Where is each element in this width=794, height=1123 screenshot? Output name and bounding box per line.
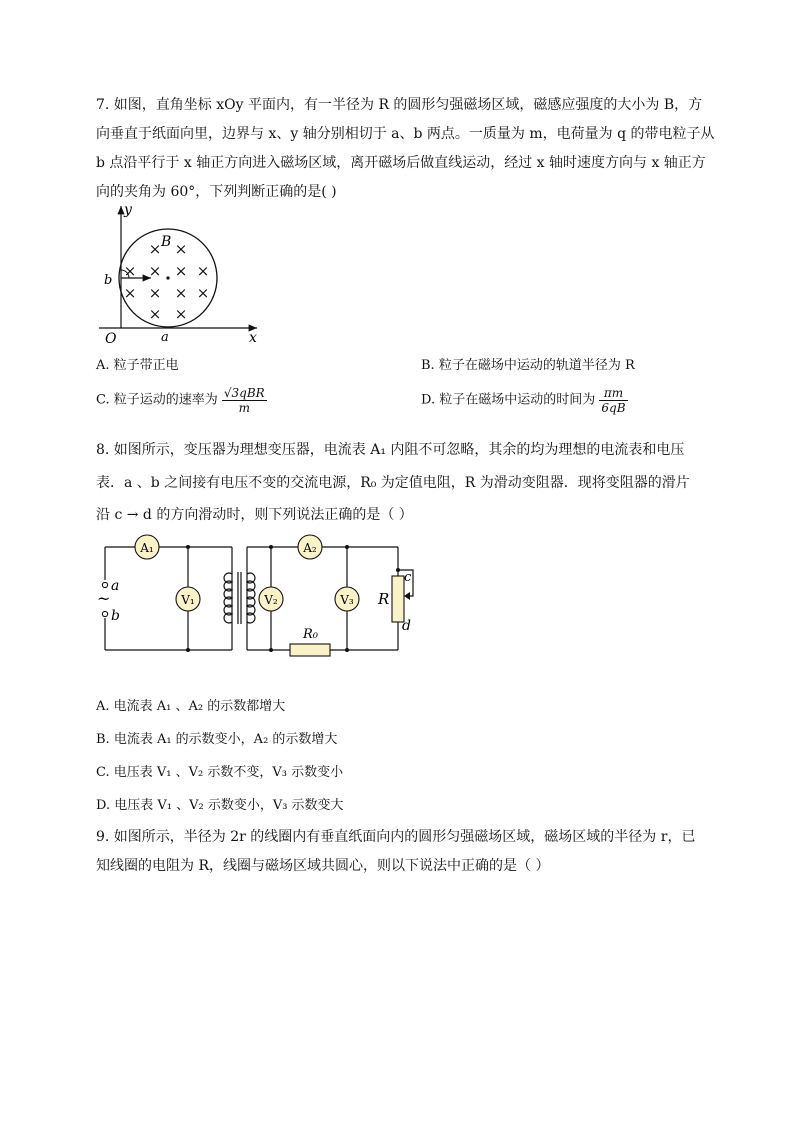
a1-label: A₁ bbox=[140, 541, 154, 555]
cross-mark: × bbox=[148, 262, 162, 280]
q7-option-a: A. 粒子带正电 bbox=[96, 358, 179, 373]
cross-mark: × bbox=[174, 284, 188, 302]
q7-figure bbox=[95, 198, 270, 348]
v2-label: V₂ bbox=[264, 593, 278, 607]
B-label: B bbox=[161, 234, 172, 250]
terminal-a-label: a bbox=[111, 578, 120, 594]
resistor-r0 bbox=[290, 644, 330, 656]
fraction-numerator: √3qBR bbox=[223, 386, 265, 400]
ac-source-symbol: ~ bbox=[97, 589, 111, 608]
y-label: y bbox=[124, 202, 132, 218]
cross-mark: × bbox=[148, 284, 162, 302]
q7-line-3: b 点沿平行于 x 轴正方向进入磁场区域，离开磁场后做直线运动，经过 x 轴时速度方向与 x 轴正方 bbox=[96, 155, 706, 171]
q7-line-2: 向垂直于纸面向里，边界与 x、y 轴分别相切于 a、b 两点。一质量为 m，电荷量为 q 的带电粒子从 bbox=[96, 126, 715, 142]
q7-line-4: 向的夹角为 60°，下列判断正确的是( ) bbox=[96, 184, 337, 200]
q7-option-d-text: D. 粒子在磁场中运动的时间为 bbox=[421, 392, 596, 408]
a2-label: A₂ bbox=[303, 541, 317, 555]
c-label: c bbox=[404, 570, 412, 585]
origin-label: O bbox=[105, 331, 117, 347]
q7-line-1: 7. 如图，直角坐标 xOy 平面内，有一半径为 R 的圆形匀强磁场区域，磁感应强度的大小为 B，方 bbox=[96, 97, 703, 113]
q7-option-c bbox=[96, 386, 267, 426]
terminal-b-label: b bbox=[111, 608, 120, 624]
cross-mark: × bbox=[174, 262, 188, 280]
q8-option-c: C. 电压表 V₁ 、V₂ 示数不变，V₃ 示数变小 bbox=[96, 765, 344, 780]
x-label: x bbox=[249, 330, 257, 346]
fraction-numerator: πm bbox=[599, 386, 627, 401]
cross-mark: × bbox=[123, 262, 137, 280]
rheostat-r bbox=[392, 576, 404, 622]
r0-label: R₀ bbox=[303, 627, 318, 642]
cross-mark: × bbox=[196, 262, 210, 280]
fraction-denominator: 6qB bbox=[601, 401, 626, 415]
q8-circuit-figure bbox=[95, 530, 425, 665]
q7-option-c-text: C. 粒子运动的速率为 bbox=[96, 392, 218, 408]
v1-label: V₁ bbox=[181, 593, 195, 607]
b-label: b bbox=[104, 273, 113, 288]
cross-mark: × bbox=[174, 305, 188, 323]
cross-mark: × bbox=[174, 240, 188, 258]
cross-mark: × bbox=[148, 240, 162, 258]
a-label: a bbox=[161, 330, 169, 345]
v3-label: V₃ bbox=[340, 593, 354, 607]
q7-option-b: B. 粒子在磁场中运动的轨道半径为 R bbox=[421, 358, 635, 373]
q8-line-3: 沿 c → d 的方向滑动时，则下列说法正确的是（ ） bbox=[96, 507, 413, 523]
q7-option-c-fraction bbox=[222, 386, 267, 415]
r-label: R bbox=[378, 590, 390, 608]
cross-mark: × bbox=[123, 284, 137, 302]
q9-line-1: 9. 如图所示，半径为 2r 的线圈内有垂直纸面向内的圆形匀强磁场区域，磁场区域的半径为 r，已 bbox=[96, 829, 696, 845]
d-label: d bbox=[402, 618, 411, 634]
q8-option-b: B. 电流表 A₁ 的示数变小，A₂ 的示数增大 bbox=[96, 732, 338, 747]
cross-mark: × bbox=[148, 305, 162, 323]
q8-line-1: 8. 如图所示，变压器为理想变压器，电流表 A₁ 内阻不可忽略，其余的均为理想的电流表和电压 bbox=[96, 442, 685, 458]
circle-center-dot bbox=[166, 276, 169, 279]
q8-line-2: 表．a 、b 之间接有电压不变的交流电源，R₀ 为定值电阻，R 为滑动变阻器．现将变阻器的滑片 bbox=[96, 475, 690, 491]
q8-option-d: D. 电压表 V₁ 、V₂ 示数变小，V₃ 示数变大 bbox=[96, 798, 344, 813]
fraction-denominator: m bbox=[238, 401, 250, 415]
cross-mark: × bbox=[196, 284, 210, 302]
q9-line-2: 知线圈的电阻为 R，线圈与磁场区域共圆心，则以下说法中正确的是（ ） bbox=[96, 858, 550, 874]
q7-option-d bbox=[421, 386, 628, 426]
q8-option-a: A. 电流表 A₁ 、A₂ 的示数都增大 bbox=[96, 699, 286, 714]
q7-option-d-fraction bbox=[599, 386, 627, 415]
